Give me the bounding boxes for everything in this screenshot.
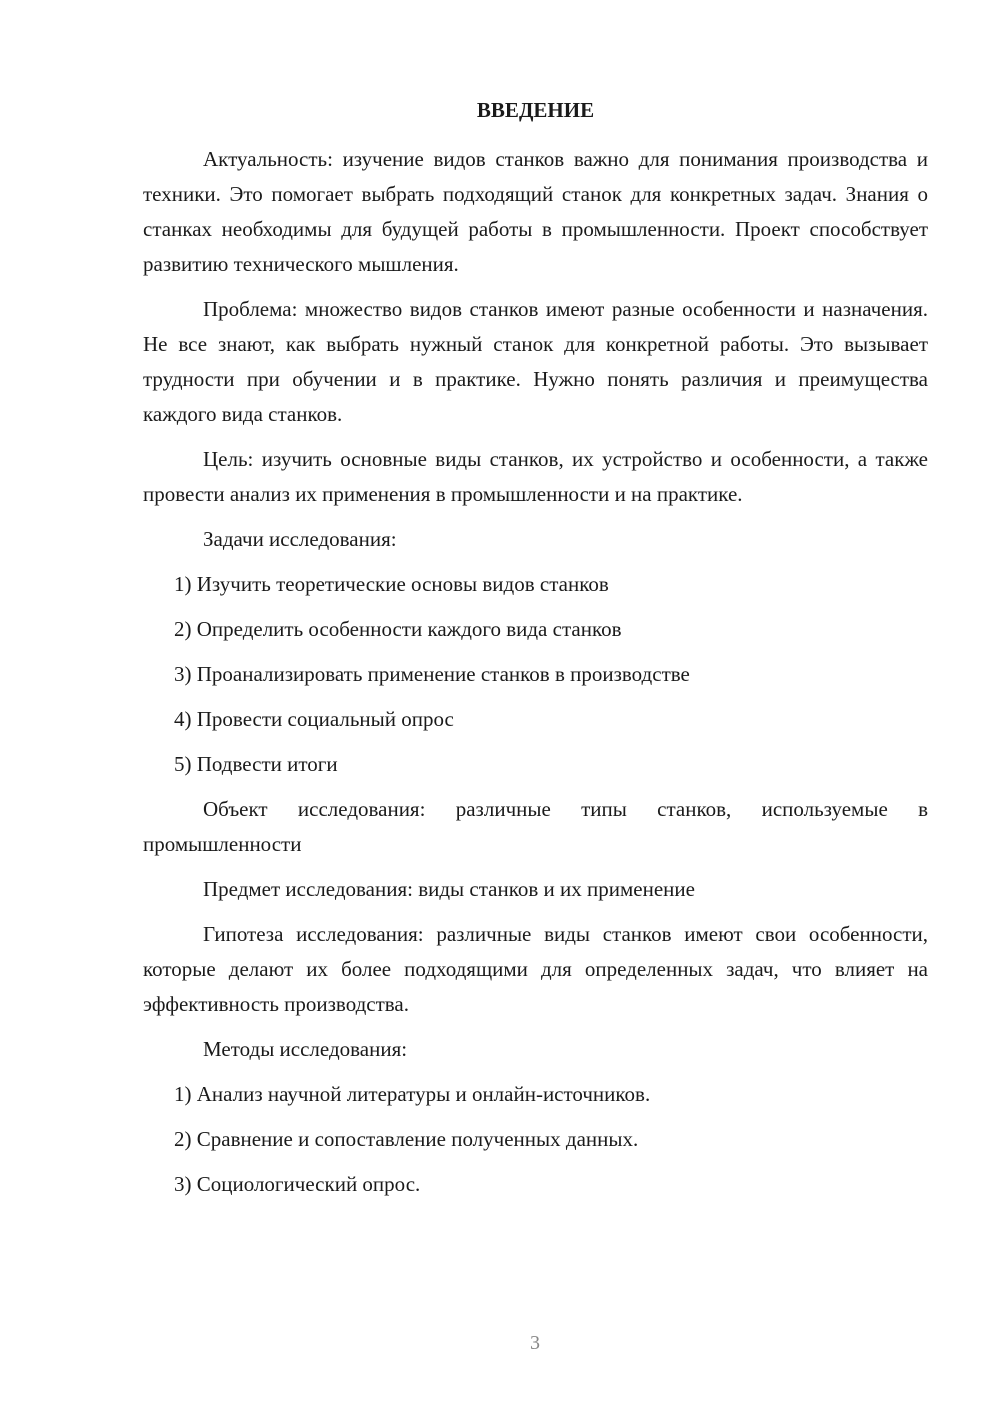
tasks-title: Задачи исследования: — [203, 527, 397, 551]
list-item: 1) Изучить теоретические основы видов станков — [174, 572, 609, 596]
methods-list — [143, 1077, 928, 1202]
problem-paragraph: Проблема: множество видов станков имеют разные особенности и назначения. Не все знают, как выбрать нужный станок для конкретной работы. Это вызывает трудности при обучении и в практике. Нужно понять различия и преимущества каждого вида станков. — [143, 297, 928, 426]
subject-paragraph: Предмет исследования: виды станков и их применение — [203, 877, 695, 901]
goal-paragraph: Цель: изучить основные виды станков, их устройство и особенности, а также провести анализ их применения в промышленности и на практике. — [143, 447, 928, 506]
list-item: 4) Провести социальный опрос — [174, 707, 454, 731]
list-item: 2) Сравнение и сопоставление полученных данных. — [174, 1127, 639, 1151]
list-item: 3) Проанализировать применение станков в производстве — [174, 662, 690, 686]
tasks-list — [143, 567, 928, 782]
list-item: 1) Анализ научной литературы и онлайн-источников. — [174, 1082, 651, 1106]
object-paragraph: Объект исследования: различные типы станков, используемые в промышленности — [143, 797, 928, 856]
hypothesis-paragraph: Гипотеза исследования: различные виды станков имеют свои особенности, которые делают их более подходящими для определенных задач, что влияет на эффективность производства. — [143, 922, 928, 1016]
list-item: 3) Социологический опрос. — [174, 1172, 421, 1196]
list-item: 2) Определить особенности каждого вида станков — [174, 617, 622, 641]
methods-title: Методы исследования: — [203, 1037, 408, 1061]
page-number: 3 — [530, 1332, 540, 1354]
list-item: 5) Подвести итоги — [174, 752, 338, 776]
page-content — [143, 142, 928, 1212]
relevance-paragraph: Актуальность: изучение видов станков важно для понимания производства и техники. Это помогает выбрать подходящий станок для конкретных задач. Знания о станках необходимы для будущей работы в промышленности. Проект способствует развитию технического мышления. — [143, 147, 928, 276]
page-title: ВВЕДЕНИЕ — [476, 98, 595, 122]
